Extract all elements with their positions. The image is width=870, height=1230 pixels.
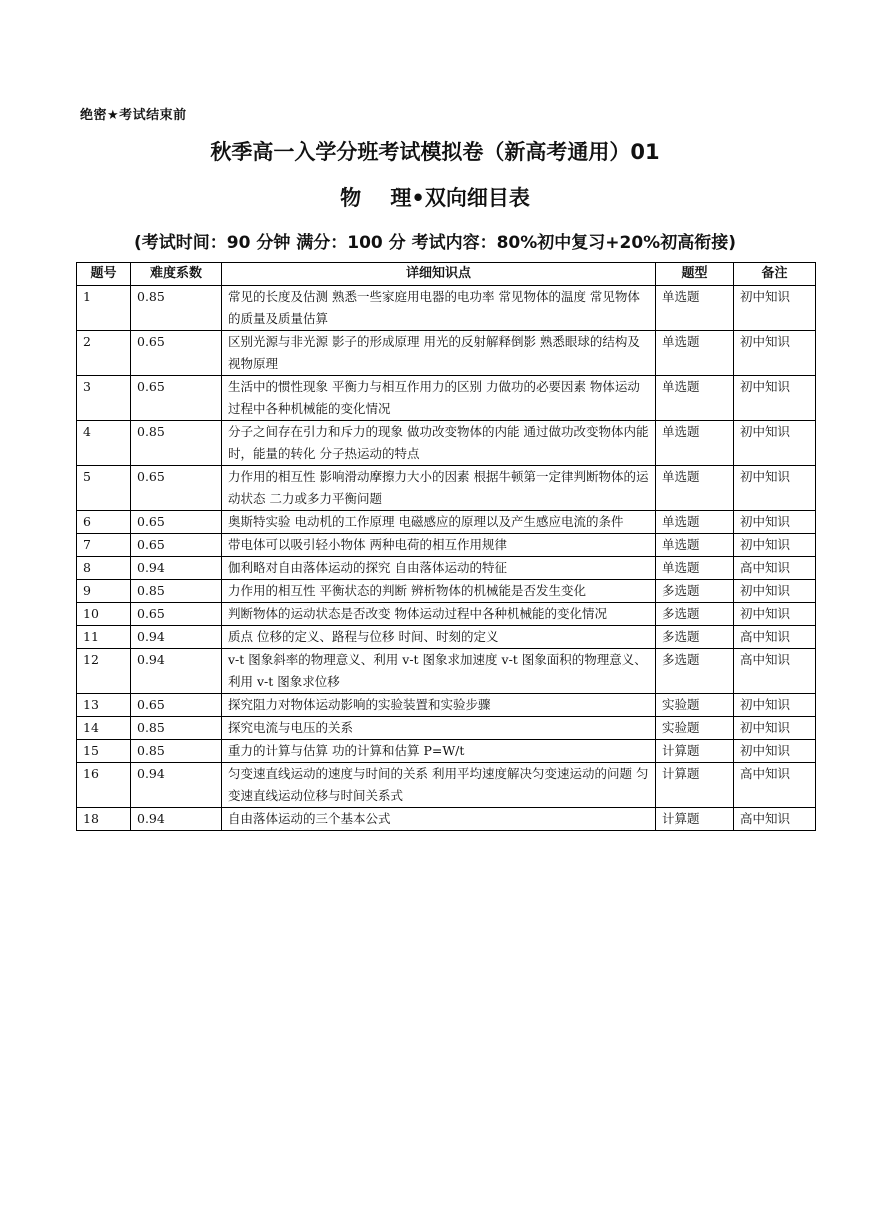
cell-difficulty: 0.65 <box>131 376 222 421</box>
cell-note: 初中知识 <box>734 421 816 466</box>
cell-difficulty: 0.94 <box>131 808 222 831</box>
cell-question-type: 多选题 <box>656 649 734 694</box>
cell-question-no: 10 <box>77 603 131 626</box>
cell-note: 初中知识 <box>734 511 816 534</box>
cell-question-no: 11 <box>77 626 131 649</box>
cell-difficulty: 0.94 <box>131 649 222 694</box>
cell-question-type: 单选题 <box>656 511 734 534</box>
cell-difficulty: 0.65 <box>131 466 222 511</box>
spec-table <box>76 262 816 831</box>
cell-question-no: 14 <box>77 717 131 740</box>
cell-question-type: 单选题 <box>656 557 734 580</box>
cell-question-no: 3 <box>77 376 131 421</box>
cell-question-no: 2 <box>77 331 131 376</box>
page-subtitle: 物 理•双向细目表 <box>340 186 530 210</box>
cell-question-no: 4 <box>77 421 131 466</box>
column-header-detail: 详细知识点 <box>222 263 656 286</box>
exam-info: (考试时间：90 分钟 满分：100 分 考试内容：80%初中复习+20%初高衔接) <box>134 233 736 253</box>
cell-question-type: 单选题 <box>656 466 734 511</box>
cell-question-type: 多选题 <box>656 580 734 603</box>
table-row <box>77 740 816 763</box>
page-title: 秋季高一入学分班考试模拟卷（新高考通用）01 <box>210 140 660 164</box>
cell-difficulty: 0.85 <box>131 286 222 331</box>
cell-question-no: 7 <box>77 534 131 557</box>
column-header-no: 题号 <box>77 263 131 286</box>
column-header-type: 题型 <box>656 263 734 286</box>
table-row <box>77 331 816 376</box>
cell-knowledge-detail: 判断物体的运动状态是否改变 物体运动过程中各种机械能的变化情况 <box>222 603 656 626</box>
table-row <box>77 603 816 626</box>
cell-note: 初中知识 <box>734 694 816 717</box>
cell-note: 初中知识 <box>734 603 816 626</box>
table-row <box>77 557 816 580</box>
cell-knowledge-detail: 质点 位移的定义、路程与位移 时间、时刻的定义 <box>222 626 656 649</box>
cell-note: 初中知识 <box>734 331 816 376</box>
table-row <box>77 580 816 603</box>
table-row <box>77 808 816 831</box>
cell-difficulty: 0.65 <box>131 511 222 534</box>
cell-difficulty: 0.65 <box>131 694 222 717</box>
cell-question-type: 多选题 <box>656 603 734 626</box>
cell-difficulty: 0.85 <box>131 421 222 466</box>
cell-knowledge-detail: 伽利略对自由落体运动的探究 自由落体运动的特征 <box>222 557 656 580</box>
table-row <box>77 376 816 421</box>
cell-note: 高中知识 <box>734 649 816 694</box>
cell-note: 初中知识 <box>734 286 816 331</box>
table-row <box>77 421 816 466</box>
cell-difficulty: 0.65 <box>131 603 222 626</box>
cell-question-no: 18 <box>77 808 131 831</box>
cell-difficulty: 0.94 <box>131 557 222 580</box>
cell-knowledge-detail: 区别光源与非光源 影子的形成原理 用光的反射解释倒影 熟悉眼球的结构及视物原理 <box>222 331 656 376</box>
table-row <box>77 694 816 717</box>
secret-label: 绝密★考试结束前 <box>80 108 187 123</box>
cell-note: 高中知识 <box>734 808 816 831</box>
cell-knowledge-detail: 匀变速直线运动的速度与时间的关系 利用平均速度解决匀变速运动的问题 匀变速直线运动位移与时间关系式 <box>222 763 656 808</box>
table-row <box>77 534 816 557</box>
cell-question-type: 实验题 <box>656 694 734 717</box>
cell-note: 高中知识 <box>734 557 816 580</box>
cell-difficulty: 0.85 <box>131 580 222 603</box>
cell-knowledge-detail: 力作用的相互性 平衡状态的判断 辨析物体的机械能是否发生变化 <box>222 580 656 603</box>
cell-knowledge-detail: 分子之间存在引力和斥力的现象 做功改变物体的内能 通过做功改变物体内能时，能量的转化 分子热运动的特点 <box>222 421 656 466</box>
table-row <box>77 286 816 331</box>
cell-difficulty: 0.85 <box>131 740 222 763</box>
cell-note: 初中知识 <box>734 580 816 603</box>
cell-question-no: 15 <box>77 740 131 763</box>
cell-difficulty: 0.94 <box>131 626 222 649</box>
cell-note: 初中知识 <box>734 717 816 740</box>
cell-difficulty: 0.65 <box>131 331 222 376</box>
cell-difficulty: 0.94 <box>131 763 222 808</box>
cell-question-type: 单选题 <box>656 376 734 421</box>
cell-knowledge-detail: 奥斯特实验 电动机的工作原理 电磁感应的原理以及产生感应电流的条件 <box>222 511 656 534</box>
cell-question-no: 5 <box>77 466 131 511</box>
cell-question-type: 计算题 <box>656 808 734 831</box>
cell-question-no: 1 <box>77 286 131 331</box>
cell-note: 高中知识 <box>734 763 816 808</box>
cell-question-type: 单选题 <box>656 286 734 331</box>
table-row <box>77 466 816 511</box>
cell-knowledge-detail: 常见的长度及估测 熟悉一些家庭用电器的电功率 常见物体的温度 常见物体的质量及质量估算 <box>222 286 656 331</box>
cell-note: 初中知识 <box>734 534 816 557</box>
table-row <box>77 626 816 649</box>
cell-note: 初中知识 <box>734 466 816 511</box>
cell-note: 初中知识 <box>734 740 816 763</box>
cell-difficulty: 0.65 <box>131 534 222 557</box>
cell-question-no: 8 <box>77 557 131 580</box>
cell-difficulty: 0.85 <box>131 717 222 740</box>
cell-note: 高中知识 <box>734 626 816 649</box>
cell-question-no: 12 <box>77 649 131 694</box>
cell-knowledge-detail: 重力的计算与估算 功的计算和估算 P=W/t <box>222 740 656 763</box>
table-row <box>77 717 816 740</box>
cell-question-no: 6 <box>77 511 131 534</box>
table-row <box>77 763 816 808</box>
cell-question-no: 16 <box>77 763 131 808</box>
table-body <box>77 286 816 831</box>
cell-question-type: 实验题 <box>656 717 734 740</box>
cell-question-type: 单选题 <box>656 421 734 466</box>
column-header-note: 备注 <box>734 263 816 286</box>
cell-knowledge-detail: v-t 图象斜率的物理意义、利用 v-t 图象求加速度 v-t 图象面积的物理意义、利用 v-t 图象求位移 <box>222 649 656 694</box>
cell-knowledge-detail: 力作用的相互性 影响滑动摩擦力大小的因素 根据牛顿第一定律判断物体的运动状态 二力或多力平衡问题 <box>222 466 656 511</box>
cell-question-type: 单选题 <box>656 331 734 376</box>
cell-question-type: 计算题 <box>656 740 734 763</box>
cell-knowledge-detail: 带电体可以吸引轻小物体 两种电荷的相互作用规律 <box>222 534 656 557</box>
cell-question-type: 计算题 <box>656 763 734 808</box>
cell-knowledge-detail: 生活中的惯性现象 平衡力与相互作用力的区别 力做功的必要因素 物体运动过程中各种机械能的变化情况 <box>222 376 656 421</box>
cell-question-no: 13 <box>77 694 131 717</box>
cell-knowledge-detail: 自由落体运动的三个基本公式 <box>222 808 656 831</box>
table-row <box>77 511 816 534</box>
cell-knowledge-detail: 探究阻力对物体运动影响的实验装置和实验步骤 <box>222 694 656 717</box>
cell-question-type: 单选题 <box>656 534 734 557</box>
cell-knowledge-detail: 探究电流与电压的关系 <box>222 717 656 740</box>
cell-question-no: 9 <box>77 580 131 603</box>
cell-note: 初中知识 <box>734 376 816 421</box>
table-row <box>77 649 816 694</box>
table-header-row <box>77 263 816 286</box>
column-header-difficulty: 难度系数 <box>131 263 222 286</box>
cell-question-type: 多选题 <box>656 626 734 649</box>
